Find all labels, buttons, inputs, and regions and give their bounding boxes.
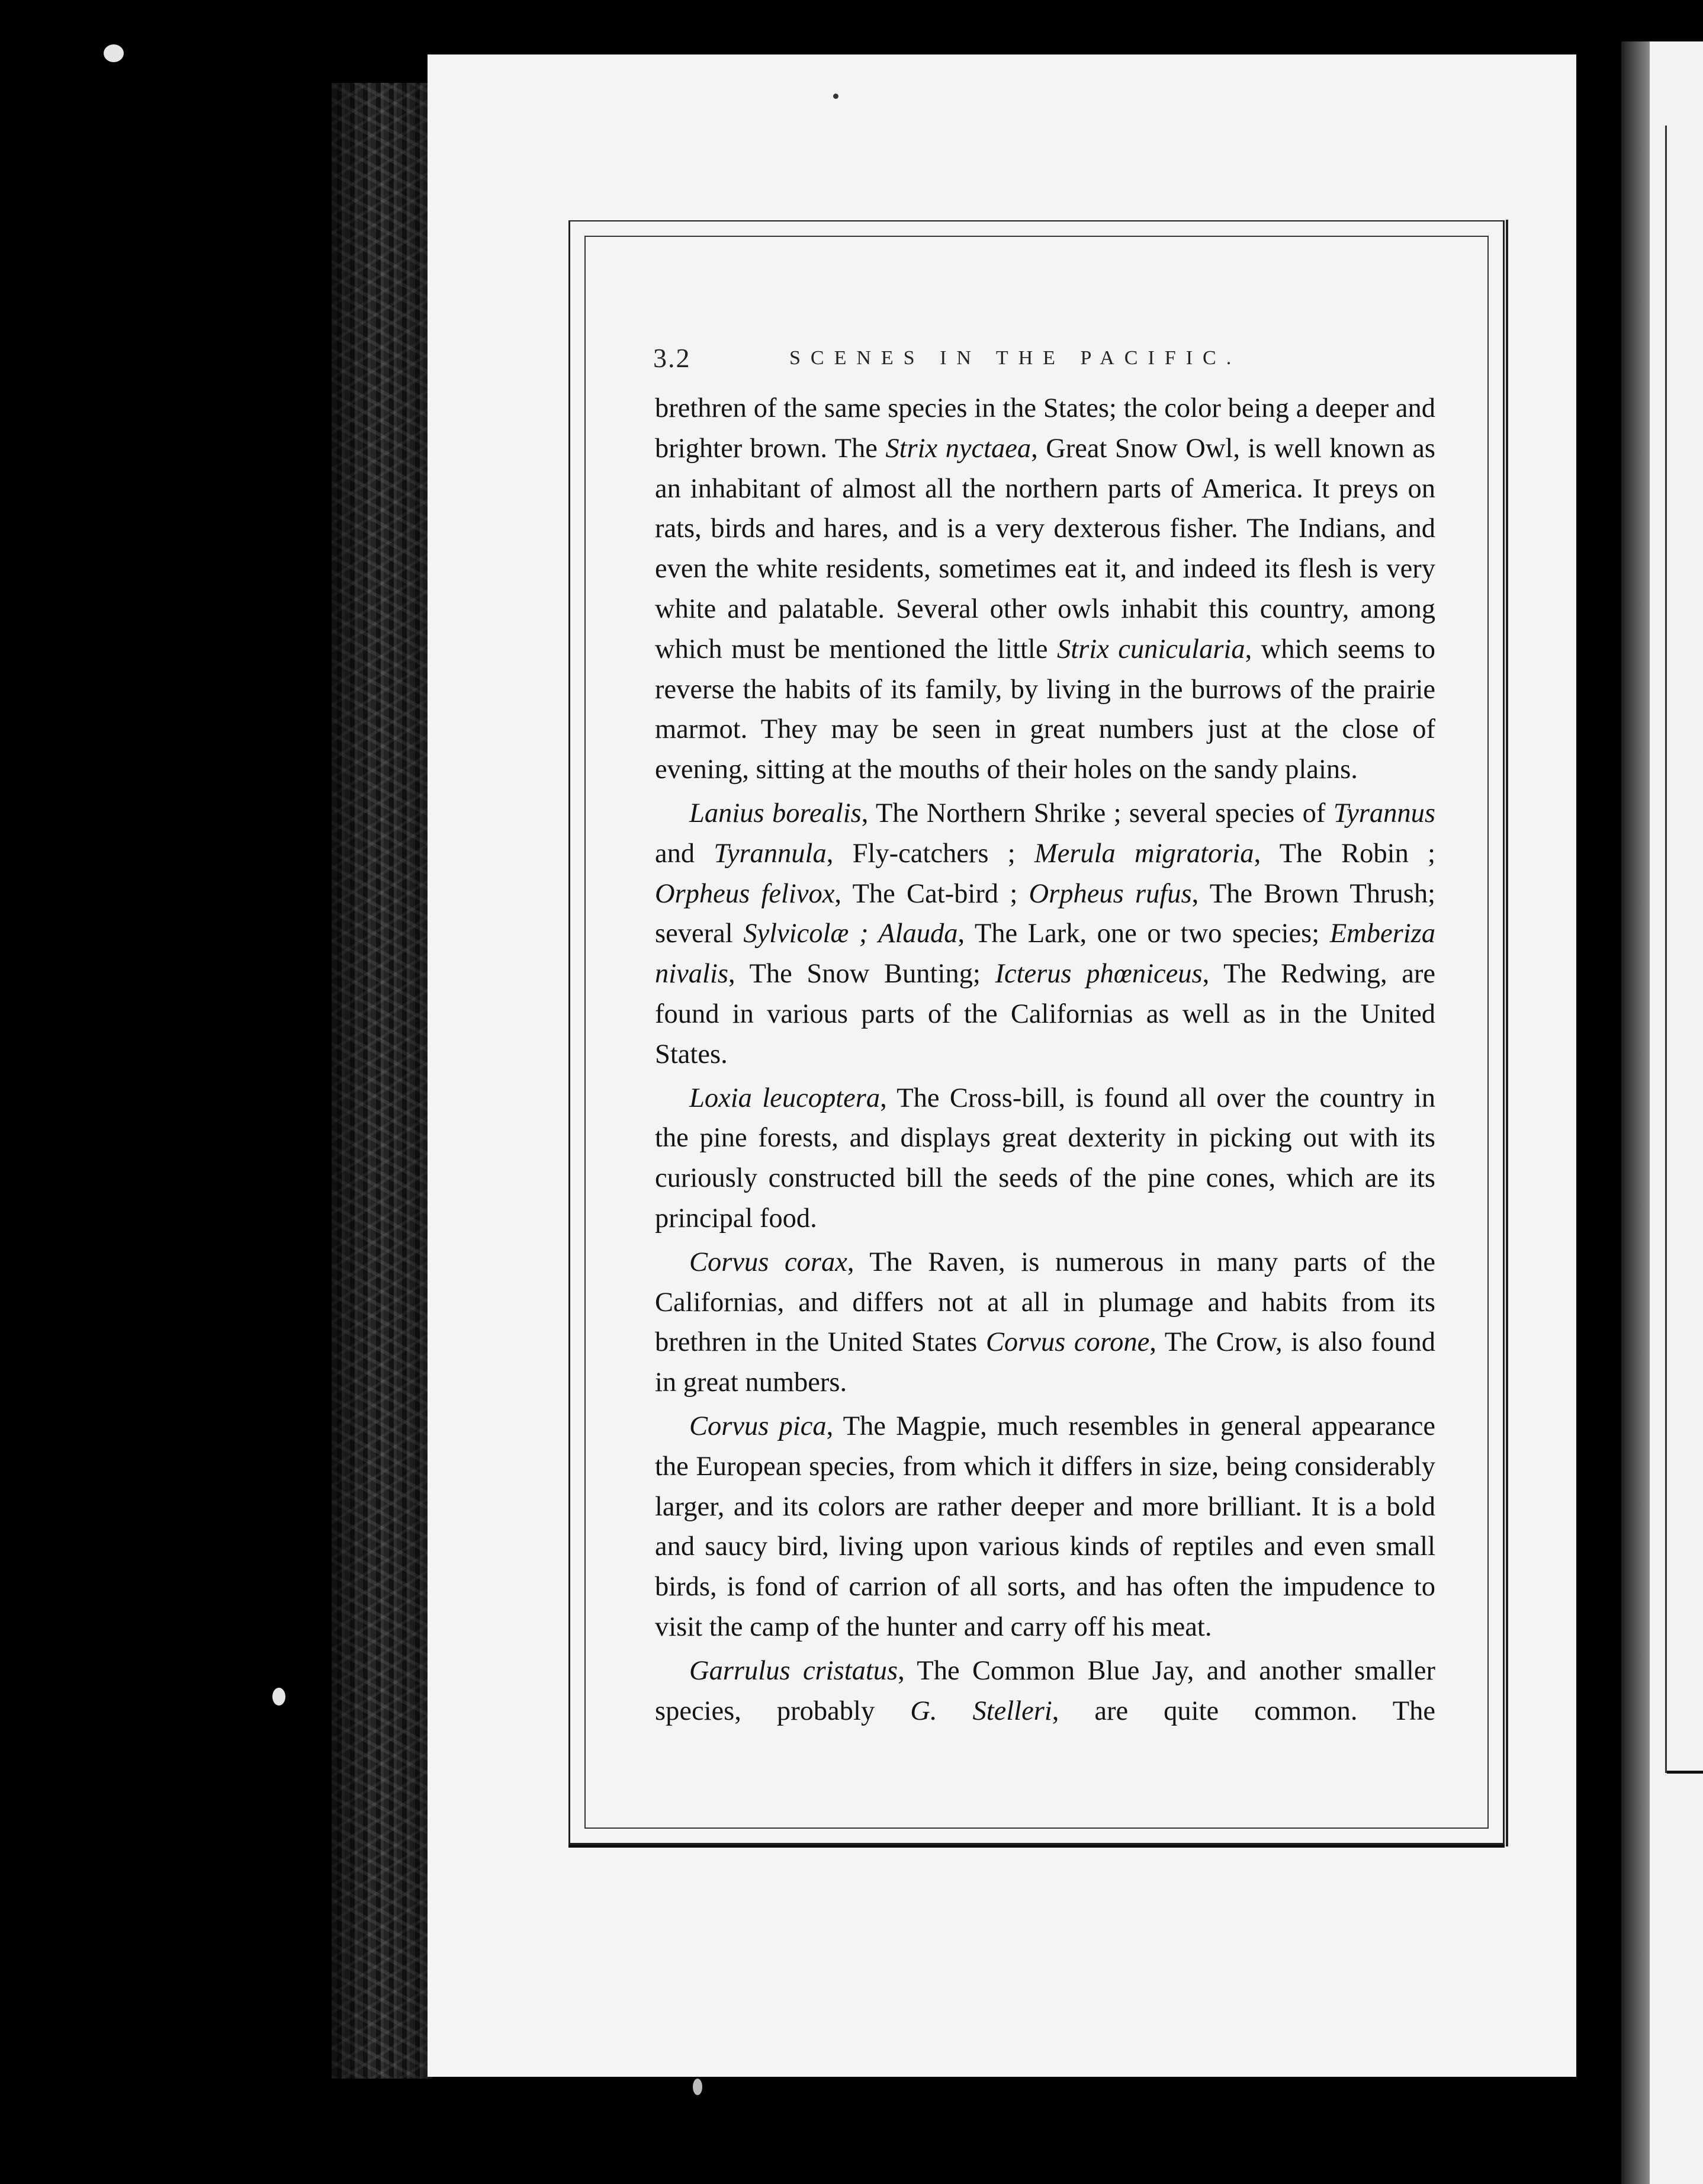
italic-species-name: Strix cunicularia xyxy=(1056,634,1245,664)
text-run: , The Redwing, are found in various parts of the Californias as well as in the United States. xyxy=(655,959,1436,1069)
text-run: , are quite common. The xyxy=(1052,1695,1435,1726)
book-page xyxy=(428,54,1576,2077)
italic-species-name: Strix nyctaea xyxy=(885,433,1032,464)
text-run: , The Magpie, much resembles in general appearance the European species, from which it differs in size, being considerably larger, and its colors are rather deeper and more brilliant. It is a bold and saucy bird, living upon various kinds of reptiles and even small birds, is fond of carrion of all sorts, and has often the impudence to visit the camp of the hunter and carry off his meat. xyxy=(655,1411,1436,1642)
text-run: , The Lark, one or two species; xyxy=(957,918,1330,949)
text-run: , Fly-catchers ; xyxy=(826,838,1034,869)
frame-rule xyxy=(568,1845,1505,1848)
italic-species-name: Lanius borealis xyxy=(689,798,862,828)
italic-species-name: G. Stelleri xyxy=(910,1695,1052,1726)
body-text xyxy=(655,388,1435,1731)
italic-species-name: Tyrannus xyxy=(1333,798,1435,828)
text-run: , The Cat-bird ; xyxy=(834,878,1029,909)
text-run: , The Cross-bill, is found all over the country in the pine forests, and displays great dexterity in picking out with its curiously constructed bill the seeds of the pine cones, which are its principal food. xyxy=(655,1083,1435,1234)
facing-page-frame-line xyxy=(1665,126,1667,1773)
paragraph xyxy=(655,388,1435,790)
text-run: , The Raven, is numerous in many parts of the Californias, and differs not at all in plumage and habits from its brethren in the United States xyxy=(655,1247,1435,1358)
text-run: , The Northern Shrike ; several species of xyxy=(861,798,1334,828)
dust-speck xyxy=(272,1688,285,1706)
italic-species-name: Orpheus rufus xyxy=(1029,878,1192,909)
paragraph xyxy=(655,1406,1435,1647)
paragraph xyxy=(655,1651,1435,1732)
italic-species-name: Orpheus felivox xyxy=(655,878,835,909)
text-run: , The Snow Bunting; xyxy=(728,959,995,990)
italic-species-name: Corvus corone xyxy=(985,1327,1150,1358)
italic-species-name: Merula migratoria xyxy=(1034,838,1254,869)
italic-species-name: Loxia leucoptera xyxy=(689,1083,881,1113)
marbled-book-edge xyxy=(332,83,432,2079)
frame-rule xyxy=(1506,220,1508,1846)
dust-speck xyxy=(693,2079,702,2095)
paragraph xyxy=(655,794,1435,1075)
italic-species-name: Corvus pica xyxy=(689,1411,827,1441)
italic-species-name: Corvus corax xyxy=(689,1247,847,1277)
text-run: , which seems to reverse the habits of its family, by living in the burrows of the prairie marmot. They may be seen in great numbers just at the close of evening, sitting at the mouths of their holes on the sandy plains. xyxy=(655,634,1435,785)
page-number: 3.2 xyxy=(653,343,691,373)
text-run: , The Brown Thrush; several xyxy=(655,878,1435,949)
text-run: , Great Snow Owl, is well known as an inhabitant of almost all the northern parts of America. It preys on rats, birds and hares, and is a very dexterous fisher. The Indians, and even the white residents, sometimes eat it, and indeed its flesh is very white and palatable. Several other owls inhabit this country, among which must be mentioned the little xyxy=(655,433,1435,664)
running-head-title: SCENES IN THE PACIFIC. xyxy=(789,347,1242,369)
paragraph xyxy=(655,1242,1435,1403)
dust-speck xyxy=(104,44,124,62)
text-run: , The Crow, is also found in great numbers. xyxy=(655,1327,1436,1398)
running-head xyxy=(653,338,1429,379)
italic-species-name: Tyrannula xyxy=(714,838,827,869)
italic-species-name: Garrulus cristatus xyxy=(689,1655,898,1686)
text-run: and xyxy=(655,838,714,869)
page-mark xyxy=(833,94,838,99)
italic-species-name: Sylvicolæ ; Alauda xyxy=(743,918,958,949)
page-frame xyxy=(568,220,1505,1845)
text-run: brethren of the same species in the States; the color being a deeper and brighter brown. The xyxy=(655,393,1435,464)
text-run: , The Robin ; xyxy=(1254,838,1436,869)
facing-page-frame-line xyxy=(1667,1771,1703,1774)
paragraph xyxy=(655,1078,1435,1239)
gutter-shadow xyxy=(1621,41,1650,2184)
italic-species-name: Icterus phœniceus xyxy=(995,959,1203,990)
italic-species-name: Emberiza nivalis xyxy=(655,918,1435,990)
text-run: , The Common Blue Jay, and another smaller species, probably xyxy=(655,1655,1435,1726)
